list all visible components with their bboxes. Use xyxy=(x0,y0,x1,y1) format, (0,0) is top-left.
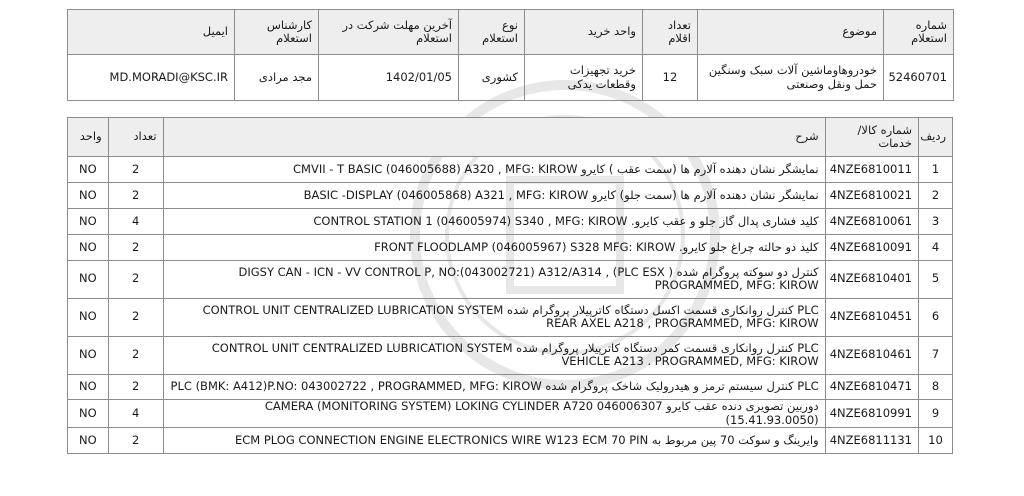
row-number-cell: 10 xyxy=(918,427,952,453)
row-number-cell: 6 xyxy=(918,298,952,336)
inquiry-number: 52460701 xyxy=(884,55,954,101)
item-code-cell: 4NZE6811131 xyxy=(825,427,918,453)
description-cell: وایرینگ و سوکت 70 پین مربوط به ECM PLOG CONNECTION ENGINE ELECTRONICS WIRE W123 ECM 70 PIN xyxy=(163,427,825,453)
table-row xyxy=(68,208,953,234)
unit-cell: NO xyxy=(68,157,109,183)
item-code-cell: 4NZE6810091 xyxy=(825,234,918,260)
table-row xyxy=(68,336,953,374)
inquiry-type: کشوری xyxy=(459,55,525,101)
quantity-cell: 2 xyxy=(108,157,163,183)
unit-cell: NO xyxy=(68,427,109,453)
quantity-cell: 2 xyxy=(108,260,163,298)
table-row xyxy=(68,298,953,336)
row-number-cell: 9 xyxy=(918,400,952,427)
description-cell: نمایشگر نشان دهنده آلارم ها (سمت جلو) کایرو BASIC -DISPLAY (046005868) A321 , MFG: KIROW xyxy=(163,182,825,208)
quantity-cell: 4 xyxy=(108,208,163,234)
header-deadline: آخرین مهلت شرکت در استعلام xyxy=(319,10,459,55)
row-number-cell: 2 xyxy=(918,182,952,208)
inquiry-expert: مجد مرادی xyxy=(235,55,319,101)
row-number-cell: 1 xyxy=(918,157,952,183)
unit-cell: NO xyxy=(68,234,109,260)
header-buyer-unit: واحد خرید xyxy=(525,10,643,55)
unit-cell: NO xyxy=(68,260,109,298)
inquiry-subject: خودروهاوماشین آلات سبک وسنگین حمل ونقل وصنعتی xyxy=(698,55,884,101)
quantity-cell: 2 xyxy=(108,182,163,208)
table-row xyxy=(68,400,953,427)
row-number-cell: 5 xyxy=(918,260,952,298)
quantity-cell: 2 xyxy=(108,427,163,453)
inquiry-summary-table xyxy=(67,9,954,101)
table-row xyxy=(68,157,953,183)
inquiry-item-count: 12 xyxy=(643,55,698,101)
item-code-cell: 4NZE6810401 xyxy=(825,260,918,298)
inquiry-buyer-unit: خرید تجهیزات وقطعات یدکی xyxy=(525,55,643,101)
table-row xyxy=(68,234,953,260)
table-row xyxy=(68,182,953,208)
item-code-cell: 4NZE6810471 xyxy=(825,374,918,400)
items-header-row xyxy=(68,118,953,157)
unit-cell: NO xyxy=(68,336,109,374)
quantity-cell: 2 xyxy=(108,234,163,260)
quantity-cell: 4 xyxy=(108,400,163,427)
description-cell: کنترل دو سوکته پروگرام شده ( PLC ESX) DIGSY CAN - ICN - VV CONTROL P, NO:(043002721) A312/A314 , PROGRAMMED, MFG: KIROW xyxy=(163,260,825,298)
header-inquiry-number: شماره استعلام xyxy=(884,10,954,55)
inquiry-deadline: 1402/01/05 xyxy=(319,55,459,101)
row-number-cell: 4 xyxy=(918,234,952,260)
inquiry-header-row xyxy=(68,10,954,55)
item-code-cell: 4NZE6810451 xyxy=(825,298,918,336)
item-code-cell: 4NZE6810991 xyxy=(825,400,918,427)
unit-cell: NO xyxy=(68,400,109,427)
description-cell: دوربین تصویری دنده عقب کایرو 046006307 CAMERA (MONITORING SYSTEM) LOKING CYLINDER A720 (15.41.93.0050) xyxy=(163,400,825,427)
row-number-cell: 3 xyxy=(918,208,952,234)
item-code-cell: 4NZE6810461 xyxy=(825,336,918,374)
description-cell: کلید فشاری پدال گاز جلو و عقب کایرو. CONTROL STATION 1 (046005974) S340 , MFG: KIROW xyxy=(163,208,825,234)
header-description: شرح xyxy=(163,118,825,157)
unit-cell: NO xyxy=(68,374,109,400)
items-table xyxy=(67,117,953,454)
item-code-cell: 4NZE6810021 xyxy=(825,182,918,208)
table-row xyxy=(68,374,953,400)
table-row xyxy=(68,260,953,298)
item-code-cell: 4NZE6810011 xyxy=(825,157,918,183)
header-expert: کارشناس استعلام xyxy=(235,10,319,55)
header-item-count: تعداد اقلام xyxy=(643,10,698,55)
description-cell: PLC کنترل روانکاری قسمت کمر دستگاه کاترپیلار پروگرام شده CONTROL UNIT CENTRALIZED LUBRICATION SYSTEM VEHICLE A213 . PROGRAMMED, MFG: KIROW xyxy=(163,336,825,374)
header-unit: واحد xyxy=(68,118,109,157)
header-row-number: ردیف xyxy=(918,118,952,157)
header-item-code: شماره کالا/خدمات xyxy=(825,118,918,157)
unit-cell: NO xyxy=(68,208,109,234)
description-cell: نمایشگر نشان دهنده آلارم ها (سمت عقب ) کایرو CMVII - T BASIC (046005688) A320 , MFG: KIROW xyxy=(163,157,825,183)
item-code-cell: 4NZE6810061 xyxy=(825,208,918,234)
header-quantity: تعداد xyxy=(108,118,163,157)
header-subject: موضوع xyxy=(698,10,884,55)
inquiry-data-row xyxy=(68,55,954,101)
description-cell: PLC کنترل سیستم ترمز و هیدرولیک شاخک پروگرام شده PLC (BMK: A412)P.NO: 043002722 , PROGRAMMED, MFG: KIROW xyxy=(163,374,825,400)
description-cell: کلید دو حالته چراغ جلو کایرو. FRONT FLOODLAMP (046005967) S328 MFG: KIROW xyxy=(163,234,825,260)
table-row xyxy=(68,427,953,453)
header-email: ایمیل xyxy=(68,10,235,55)
unit-cell: NO xyxy=(68,182,109,208)
description-cell: PLC کنترل روانکاری قسمت اکسل دستگاه کاترپیلار پروگرام شده CONTROL UNIT CENTRALIZED LUBRICATION SYSTEM REAR AXEL A218 , PROGRAMMED, MFG: KIROW xyxy=(163,298,825,336)
row-number-cell: 8 xyxy=(918,374,952,400)
quantity-cell: 2 xyxy=(108,336,163,374)
quantity-cell: 2 xyxy=(108,298,163,336)
unit-cell: NO xyxy=(68,298,109,336)
quantity-cell: 2 xyxy=(108,374,163,400)
row-number-cell: 7 xyxy=(918,336,952,374)
inquiry-email: MD.MORADI@KSC.IR xyxy=(68,55,235,101)
header-inquiry-type: نوع استعلام xyxy=(459,10,525,55)
